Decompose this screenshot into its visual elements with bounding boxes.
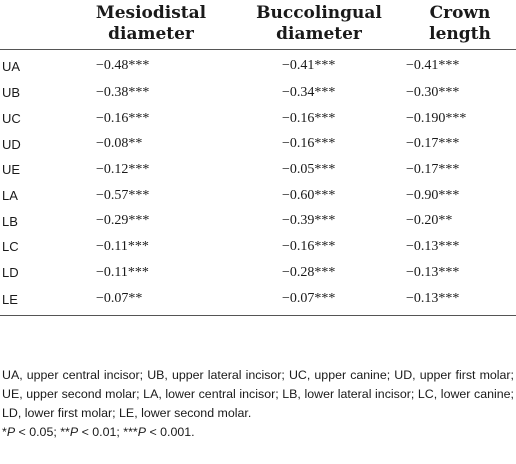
header-crown-length bbox=[404, 0, 516, 50]
header-line: Mesiodistal bbox=[95, 3, 207, 23]
buccolingual-value-cell: −0.39*** bbox=[282, 213, 336, 229]
table-row bbox=[0, 183, 516, 209]
table-row bbox=[0, 208, 516, 234]
mesiodistal-value-cell: −0.11*** bbox=[96, 238, 149, 254]
table-row bbox=[0, 234, 516, 260]
buccolingual-value-cell: −0.16*** bbox=[282, 110, 336, 126]
table-header-row bbox=[0, 0, 516, 50]
buccolingual-value-cell: −0.60*** bbox=[282, 187, 336, 203]
mesiodistal-value-cell: −0.48*** bbox=[96, 58, 150, 73]
crown-length-value-cell: −0.13*** bbox=[406, 264, 460, 280]
row-label-cell: LE bbox=[0, 286, 68, 316]
row-label-cell: LB bbox=[2, 213, 18, 229]
mesiodistal-value-cell: −0.08** bbox=[96, 136, 143, 152]
crown-length-value-cell: −0.190*** bbox=[406, 110, 467, 126]
p-symbol: P bbox=[6, 425, 16, 439]
row-label-cell: UD bbox=[2, 136, 21, 152]
table-row bbox=[0, 131, 516, 157]
buccolingual-value-cell: −0.41*** bbox=[282, 58, 336, 73]
crown-length-value-cell: −0.30*** bbox=[406, 84, 460, 100]
crown-length-value-cell: −0.41*** bbox=[406, 58, 460, 73]
table-row bbox=[0, 157, 516, 183]
mesiodistal-value-cell: −0.29*** bbox=[96, 213, 150, 229]
mesiodistal-value-cell: −0.38*** bbox=[96, 84, 150, 100]
buccolingual-value-cell: −0.34*** bbox=[282, 84, 336, 100]
header-line: length bbox=[429, 24, 491, 44]
buccolingual-value-cell: −0.16*** bbox=[282, 136, 336, 152]
table-body bbox=[0, 50, 516, 316]
header-blank bbox=[0, 0, 68, 50]
header-mesiodistal-diameter bbox=[68, 0, 234, 50]
significance-stars: ** bbox=[60, 425, 70, 439]
buccolingual-value-cell: −0.07*** bbox=[234, 286, 404, 316]
row-label-cell: UC bbox=[2, 111, 21, 127]
mesiodistal-value-cell: −0.12*** bbox=[96, 161, 150, 177]
header-line: diameter bbox=[276, 24, 362, 44]
header-line: diameter bbox=[108, 24, 194, 44]
crown-length-value-cell: −0.20** bbox=[406, 213, 453, 229]
crown-length-value-cell: −0.13*** bbox=[404, 286, 516, 316]
buccolingual-value-cell: −0.16*** bbox=[282, 238, 336, 254]
row-label-cell: LD bbox=[2, 265, 19, 281]
table-footnotes bbox=[2, 366, 514, 442]
header-buccolingual-diameter bbox=[234, 0, 404, 50]
crown-length-value-cell: −0.17*** bbox=[406, 161, 460, 177]
mesiodistal-value-cell: −0.11*** bbox=[96, 264, 149, 280]
header-line: Buccolingual bbox=[256, 3, 382, 23]
row-label-cell: UE bbox=[2, 162, 21, 178]
mesiodistal-value-cell: −0.57*** bbox=[96, 187, 150, 203]
row-label-cell: UA bbox=[2, 58, 21, 74]
table-row bbox=[0, 106, 516, 132]
crown-length-value-cell: −0.90*** bbox=[406, 187, 460, 203]
table-row bbox=[0, 260, 516, 286]
crown-length-value-cell: −0.17*** bbox=[406, 136, 460, 152]
significance-note bbox=[2, 423, 514, 442]
abbreviations-note: UA, upper central incisor; UB, upper lateral incisor; UC, upper canine; UD, upper first molar; UE, upper second molar; LA, lower central incisor; LB, lower lateral incisor; LC, lower canine; LD, lower first molar; LE, lower second molar. bbox=[2, 368, 514, 420]
significance-threshold: < 0.01; bbox=[78, 425, 124, 439]
buccolingual-value-cell: −0.05*** bbox=[282, 161, 336, 177]
significance-stars: *** bbox=[123, 425, 138, 439]
p-symbol: P bbox=[69, 425, 79, 439]
table-row bbox=[0, 286, 516, 316]
p-symbol: P bbox=[137, 425, 146, 439]
row-label-cell: LA bbox=[2, 188, 18, 204]
significance-stars: * bbox=[2, 425, 7, 439]
significance-threshold: < 0.001. bbox=[146, 425, 195, 439]
mesiodistal-value-cell: −0.16*** bbox=[96, 110, 150, 126]
row-label-cell: LC bbox=[2, 239, 19, 255]
table-row bbox=[0, 50, 516, 81]
header-line: Crown bbox=[429, 3, 491, 23]
mesiodistal-value-cell: −0.07** bbox=[68, 286, 234, 316]
buccolingual-value-cell: −0.28*** bbox=[282, 264, 336, 280]
significance-threshold: < 0.05; bbox=[15, 425, 61, 439]
crown-length-value-cell: −0.13*** bbox=[406, 238, 460, 254]
row-label-cell: UB bbox=[2, 85, 21, 101]
table-row bbox=[0, 80, 516, 106]
